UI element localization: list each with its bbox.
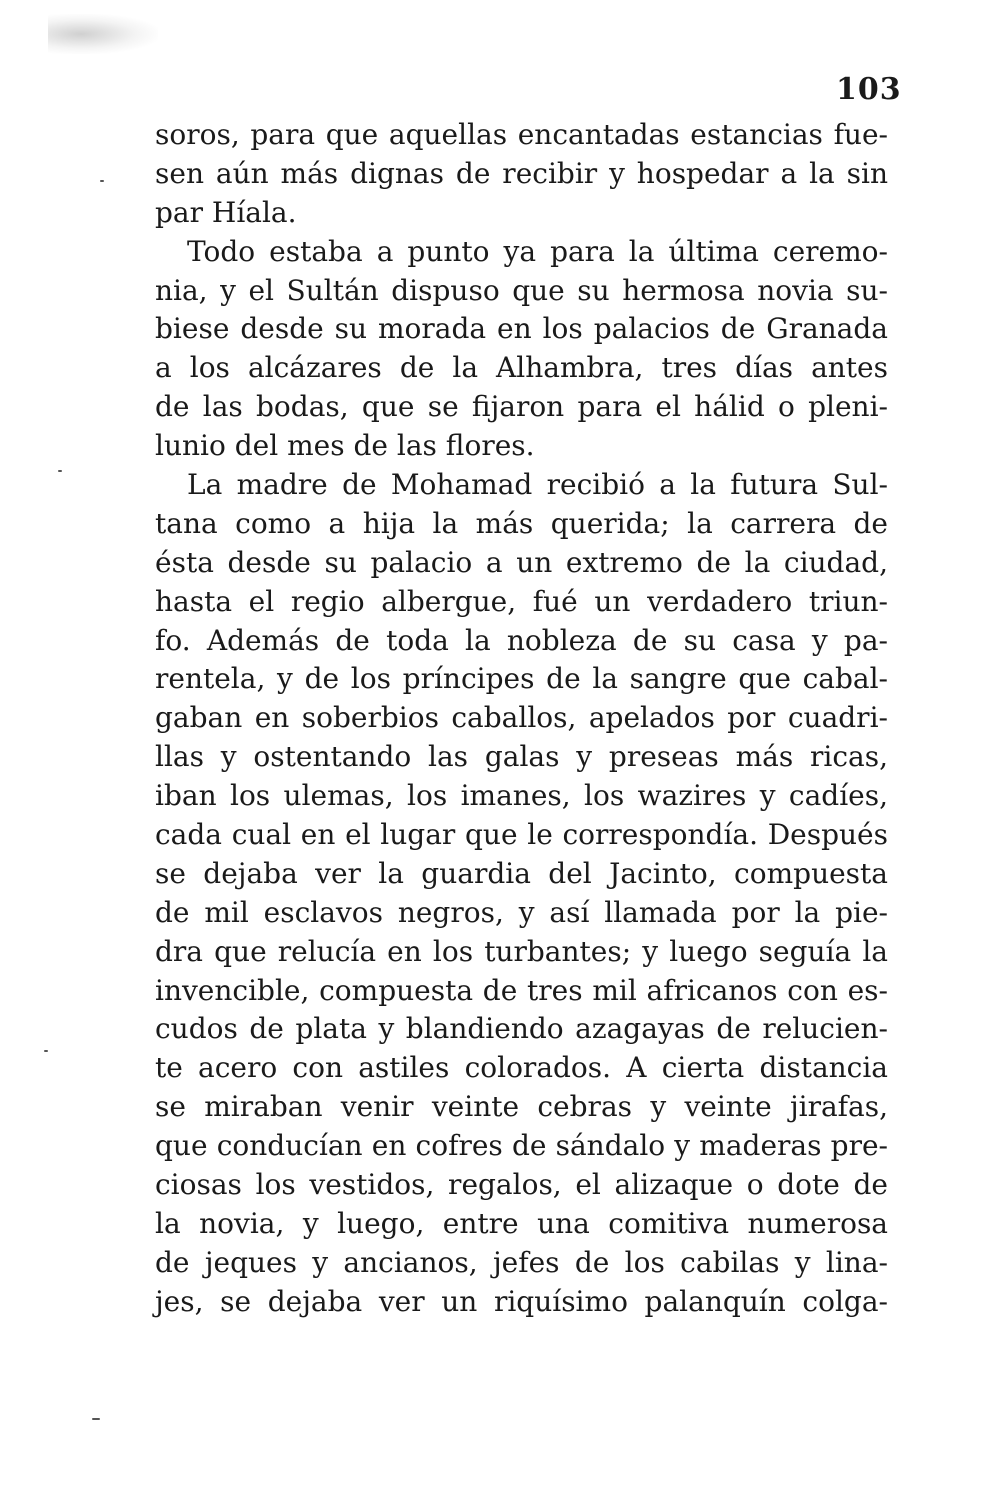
text-line: sen aún más dignas de recibir y hospedar a la sin bbox=[155, 156, 888, 190]
text-line: La madre de Mohamad recibió a la futura Sul- bbox=[187, 468, 888, 502]
text-line: dra que relucía en los turbantes; y luego seguía la bbox=[155, 934, 888, 968]
text-line: cada cual en el lugar que le correspondía. Después bbox=[155, 818, 888, 852]
text-line: cudos de plata y blandiendo azagayas de relucien- bbox=[155, 1012, 888, 1046]
text-line: iban los ulemas, los imanes, los wazires y cadíes, bbox=[155, 779, 888, 813]
text-line: ésta desde su palacio a un extremo de la ciudad, bbox=[155, 545, 888, 579]
text-line: ciosas los vestidos, regalos, el alizaque o dote de bbox=[155, 1168, 888, 1202]
text-line: par Híala. bbox=[155, 195, 297, 229]
text-line: lunio del mes de las flores. bbox=[155, 429, 535, 463]
text-line: jes, se dejaba ver un riquísimo palanquín colga- bbox=[155, 1284, 888, 1318]
text-line: llas y ostentando las galas y preseas más ricas, bbox=[155, 740, 888, 774]
page-number: 103 bbox=[836, 72, 902, 107]
text-line: a los alcázares de la Alhambra, tres días antes bbox=[155, 351, 888, 385]
ink-smudge bbox=[48, 14, 158, 54]
text-line: fo. Además de toda la nobleza de su casa y pa- bbox=[155, 623, 888, 657]
text-line: rentela, y de los príncipes de la sangre que cabal- bbox=[155, 662, 888, 696]
text-line: te acero con astiles colorados. A cierta distancia bbox=[155, 1051, 888, 1085]
text-line: tana como a hija la más querida; la carrera de bbox=[155, 506, 888, 540]
ink-speck bbox=[100, 180, 104, 182]
text-line: biese desde su morada en los palacios de Granada bbox=[155, 312, 888, 346]
text-line: nia, y el Sultán dispuso que su hermosa novia su- bbox=[155, 273, 888, 307]
text-line: hasta el regio albergue, fué un verdadero triun- bbox=[155, 584, 888, 618]
text-line: gaban en soberbios caballos, apelados por cuadri- bbox=[155, 701, 888, 735]
text-line: se miraban venir veinte cebras y veinte jirafas, bbox=[155, 1090, 888, 1124]
ink-speck bbox=[58, 470, 62, 472]
text-line: la novia, y luego, entre una comitiva numerosa bbox=[155, 1206, 888, 1240]
text-line: se dejaba ver la guardia del Jacinto, compuesta bbox=[155, 856, 888, 890]
text-line: de las bodas, que se fijaron para el hálid o pleni- bbox=[155, 390, 888, 424]
ink-speck bbox=[44, 1050, 48, 1052]
text-line: invencible, compuesta de tres mil africanos con es- bbox=[155, 973, 888, 1007]
text-line: que conducían en cofres de sándalo y maderas pre- bbox=[155, 1129, 888, 1163]
text-line: de jeques y ancianos, jefes de los cabilas y lina- bbox=[155, 1245, 888, 1279]
body-text bbox=[155, 116, 888, 1322]
text-line: de mil esclavos negros, y así llamada por la pie- bbox=[155, 895, 888, 929]
text-line: soros, para que aquellas encantadas estancias fue- bbox=[155, 118, 888, 151]
text-line: Todo estaba a punto ya para la última ceremo- bbox=[187, 234, 888, 268]
ink-speck bbox=[92, 1418, 100, 1420]
